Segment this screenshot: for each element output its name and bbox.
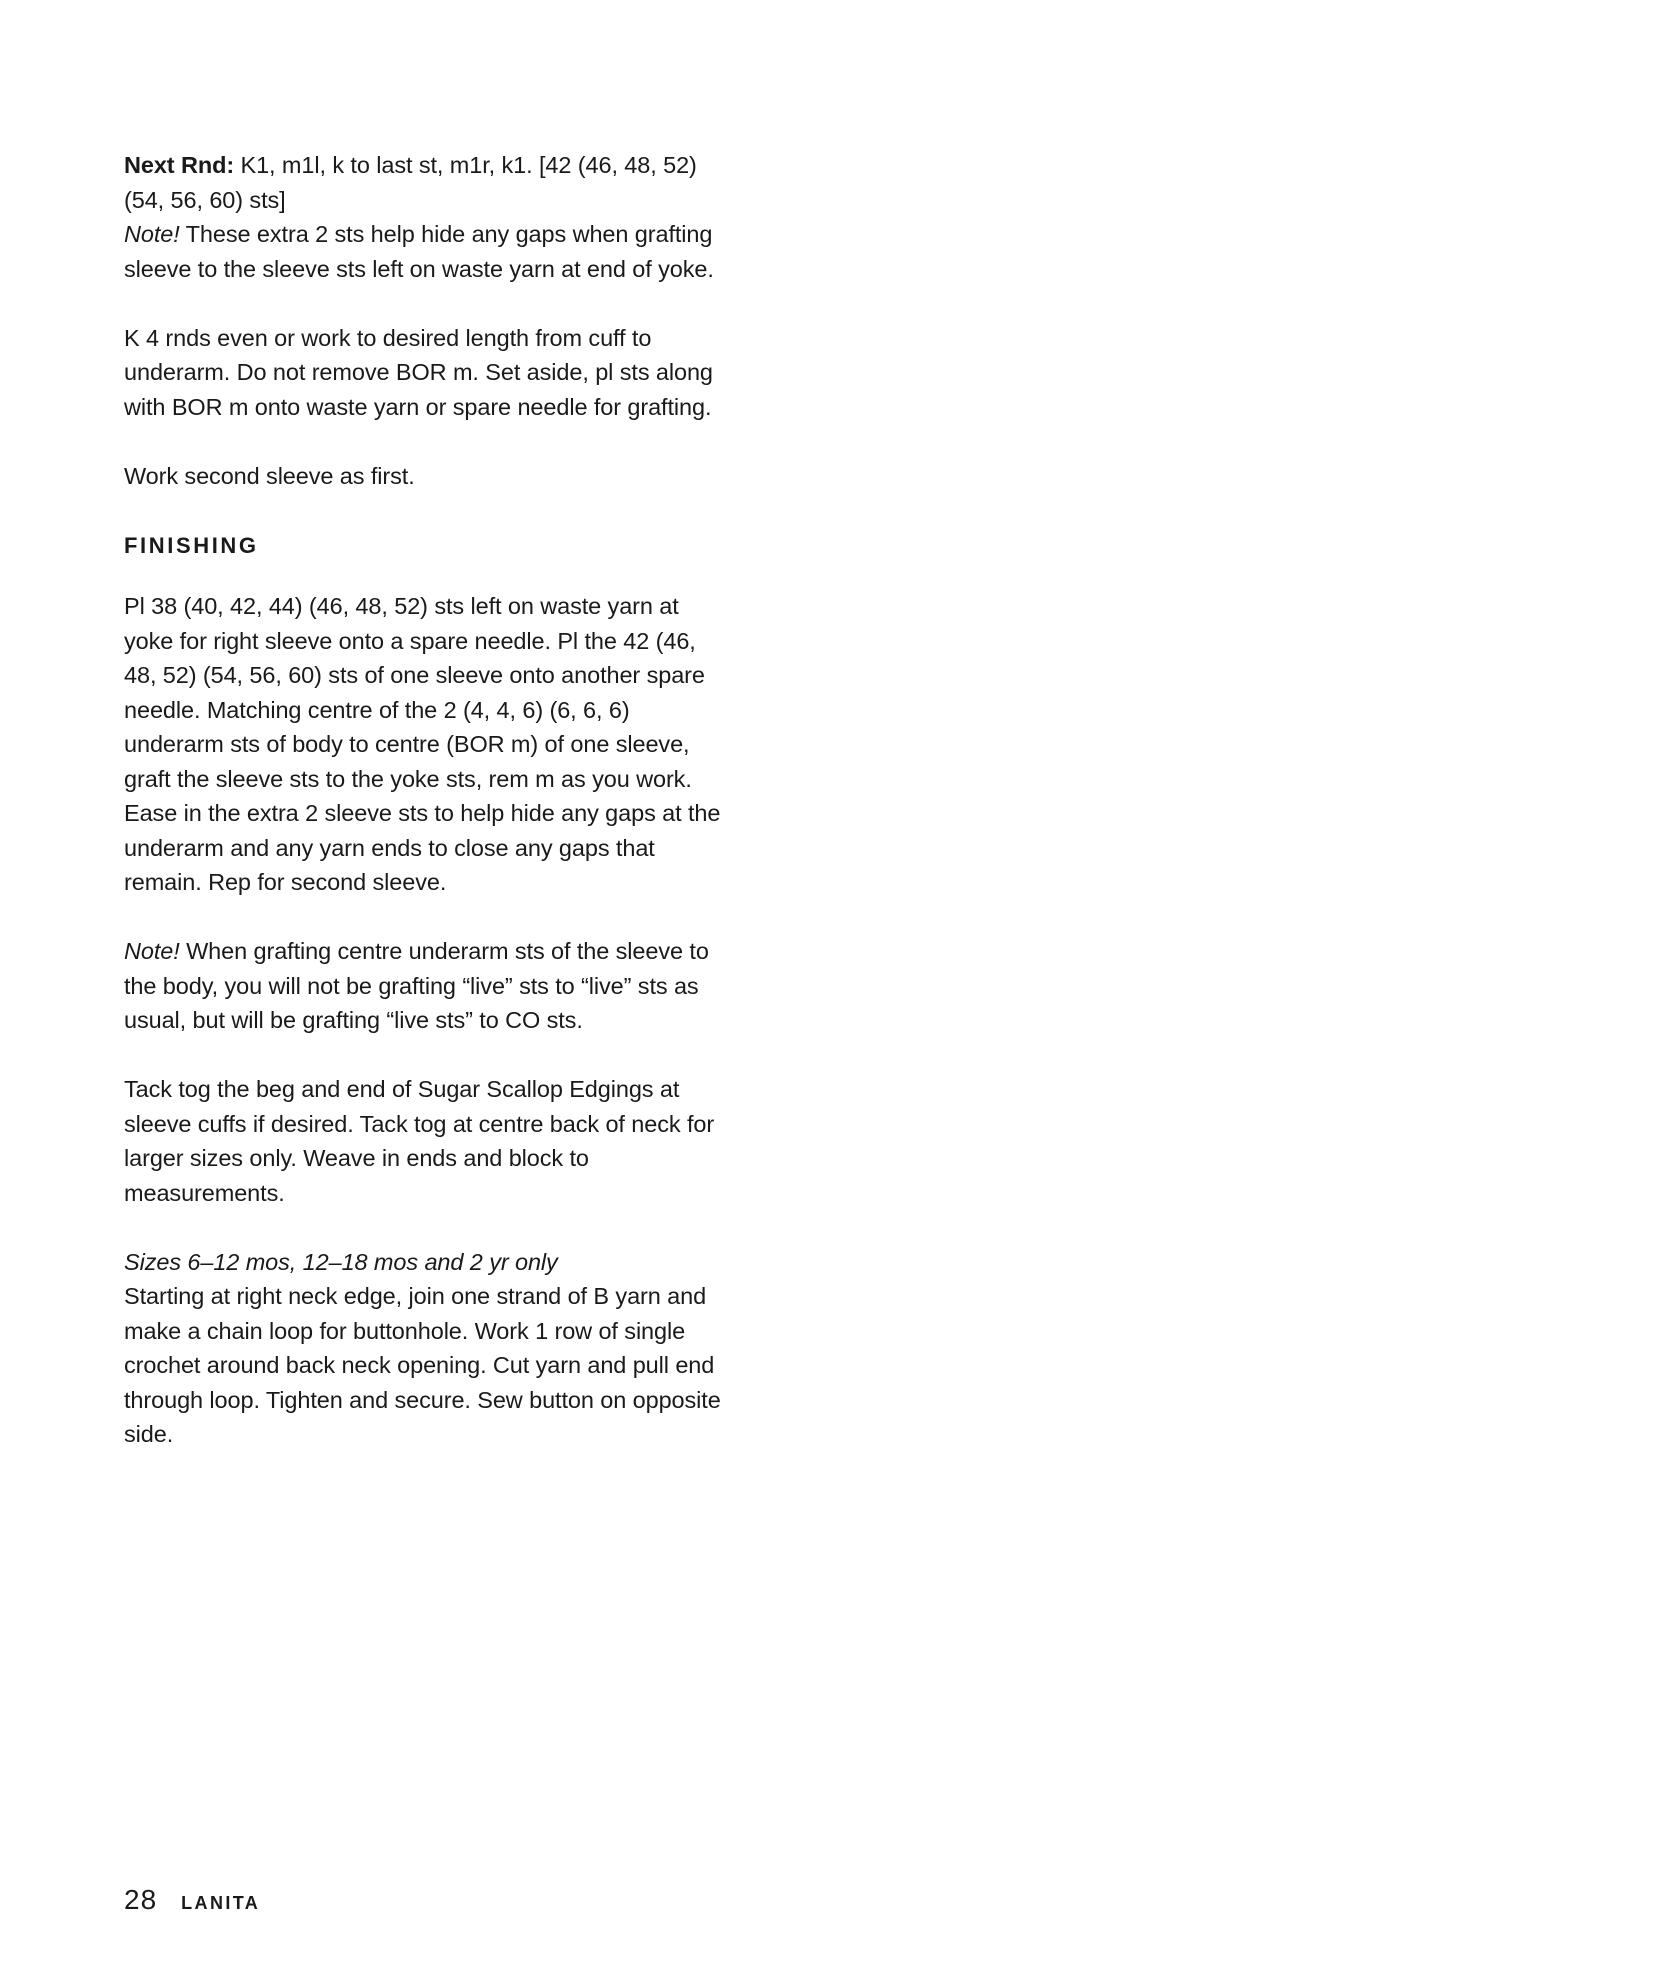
tack-paragraph: Tack tog the beg and end of Sugar Scallop Edgings at sleeve cuffs if desired. Tack tog at centre back of neck for larger sizes only. Weave in ends and block to measurements.	[124, 1076, 715, 1206]
page-footer	[124, 1884, 260, 1916]
next-rnd-label: Next Rnd:	[124, 152, 235, 178]
next-rnd-paragraph	[124, 148, 724, 286]
page-number: 28	[124, 1884, 158, 1915]
note-label: Note!	[124, 938, 180, 964]
sizes-section	[124, 1245, 724, 1452]
paragraph-spacer	[124, 286, 724, 321]
finishing-heading: FINISHING	[124, 533, 259, 558]
note-text: When grafting centre underarm sts of the sleeve to the body, you will not be grafting “live” sts to “live” sts as usual, but will be grafting “live sts” to CO sts.	[124, 938, 709, 1033]
paragraph-spacer	[124, 1210, 724, 1245]
paragraph-spacer	[124, 424, 724, 459]
k4-rnds-paragraph: K 4 rnds even or work to desired length from cuff to underarm. Do not remove BOR m. Set aside, pl sts along with BOR m onto waste yarn or spare needle for grafting.	[124, 324, 713, 420]
grafting-note-paragraph	[124, 934, 724, 1038]
sizes-subheading: Sizes 6–12 mos, 12–18 mos and 2 yr only	[124, 1248, 558, 1275]
crochet-paragraph: Starting at right neck edge, join one strand of B yarn and make a chain loop for buttonhole. Work 1 row of single crochet around back neck opening. Cut yarn and pull end through loop. Tighten and secure. Sew button on opposite side.	[124, 1283, 721, 1447]
next-rnd-instructions: K1, m1l, k to last st, m1r, k1. [42 (46, 48, 52) (54, 56, 60) sts]	[124, 152, 697, 213]
graft-paragraph: Pl 38 (40, 42, 44) (46, 48, 52) sts left on waste yarn at yoke for right sleeve onto a spare needle. Pl the 42 (46, 48, 52) (54, 56, 60) sts of one sleeve onto another spare needle. Matching centre of the 2 (4, 4, 6) (6, 6, 6) underarm sts of body to centre (BOR m) of one sleeve, graft the sleeve sts to the yoke sts, rem m as you work. Ease in the extra 2 sleeve sts to help hide any gaps at the underarm and any yarn ends to close any gaps that remain. Rep for second sleeve.	[124, 593, 721, 895]
paragraph-spacer	[124, 1038, 724, 1073]
paragraph-spacer	[124, 900, 724, 935]
note-label: Note!	[124, 221, 180, 247]
second-sleeve-paragraph: Work second sleeve as first.	[124, 462, 415, 489]
text-column	[124, 148, 724, 1452]
note-text: These extra 2 sts help hide any gaps when grafting sleeve to the sleeve sts left on waste yarn at end of yoke.	[124, 221, 714, 282]
running-title: LANITA	[181, 1893, 261, 1913]
